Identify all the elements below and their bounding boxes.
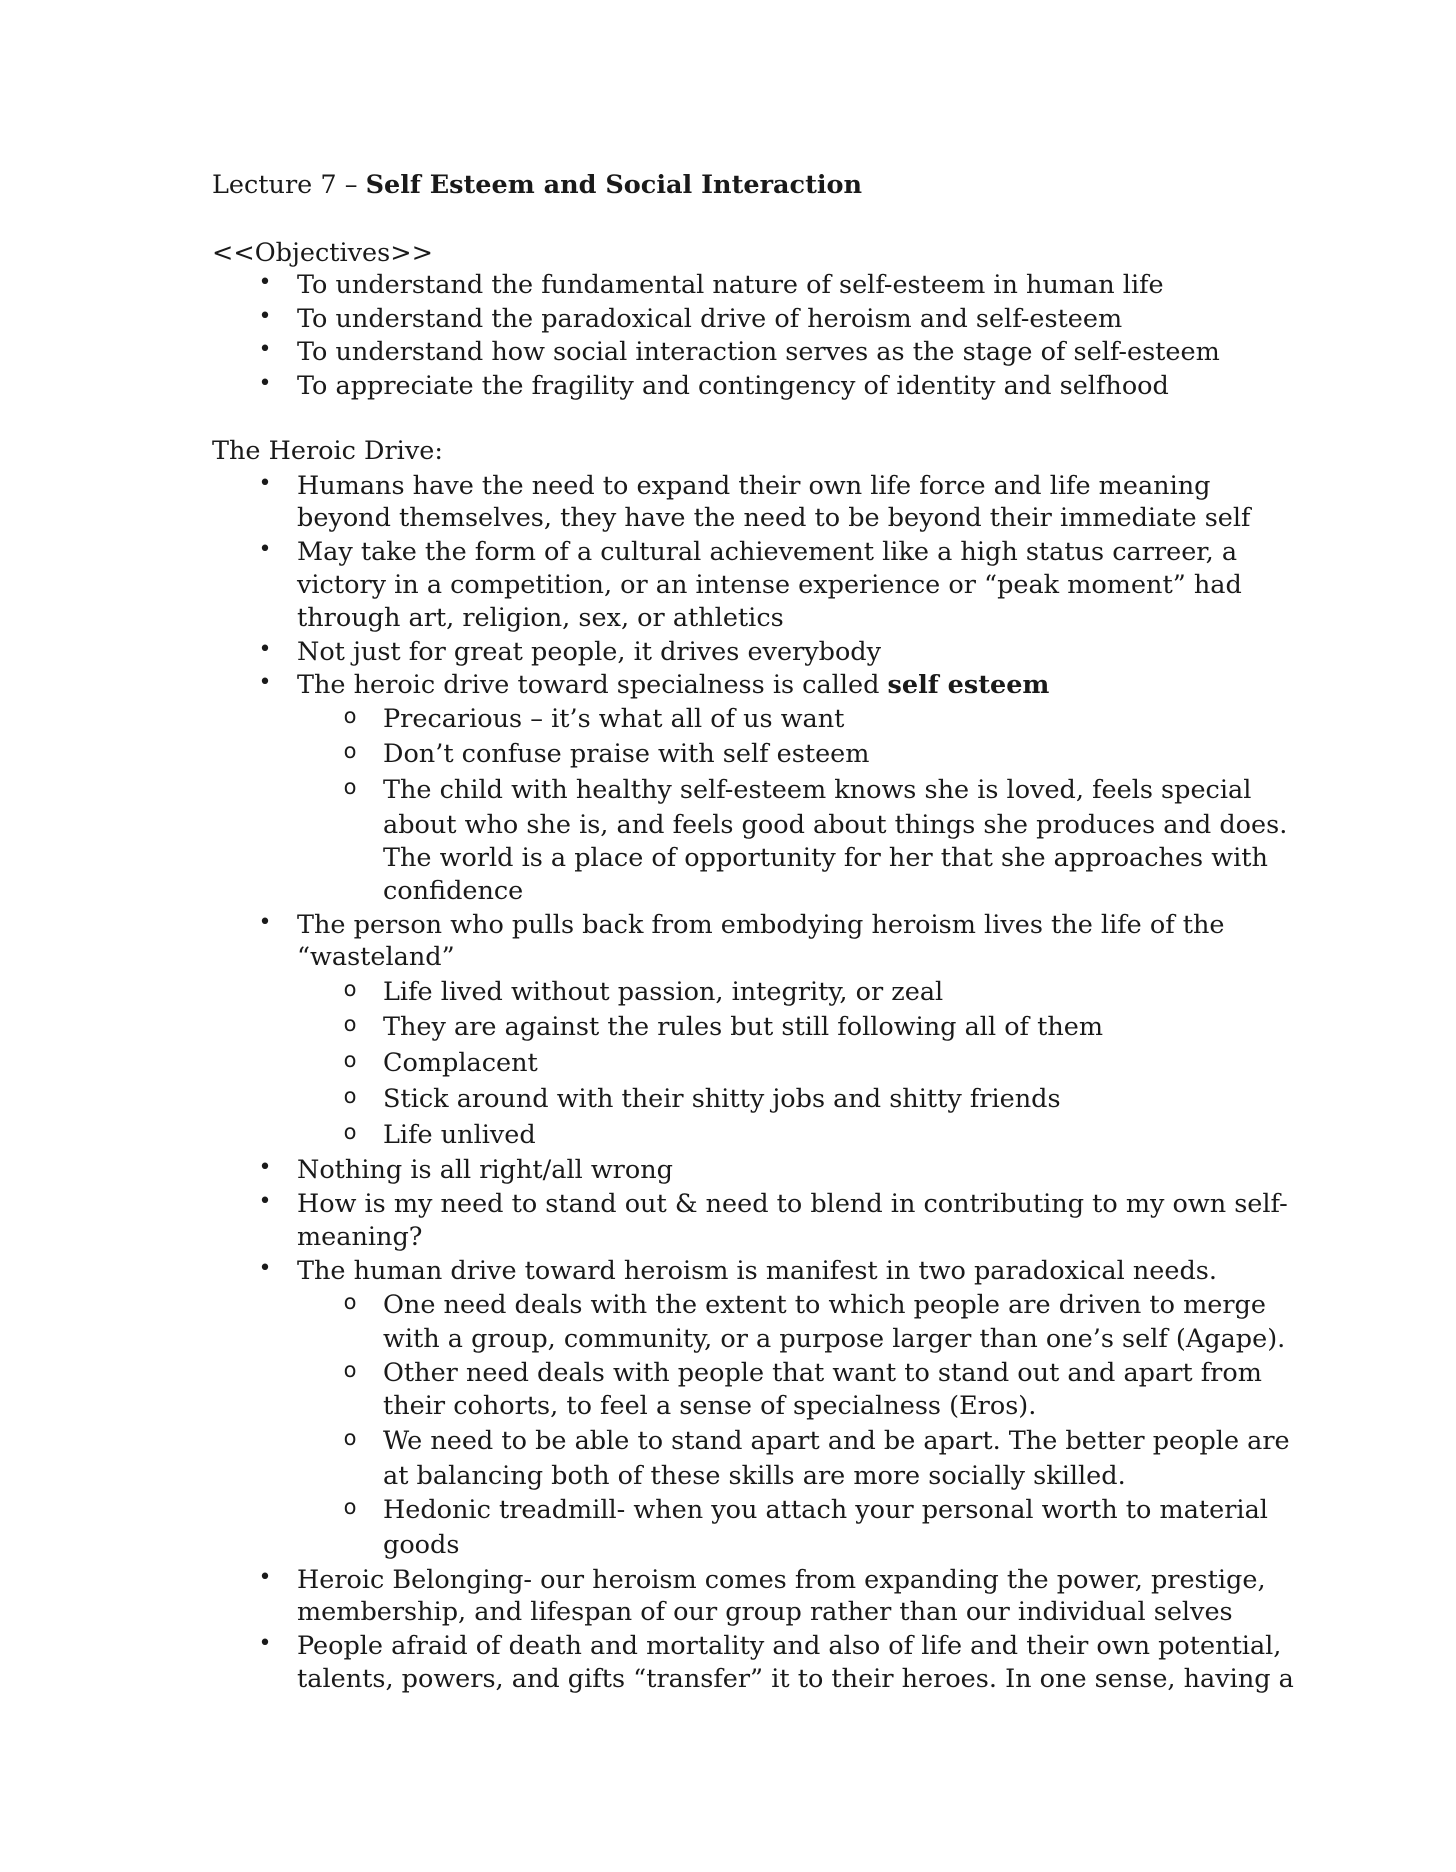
sub-bullet-text: confidence <box>383 876 524 906</box>
heroic-drive-heading: The Heroic Drive: <box>212 436 443 466</box>
sub-bullet-glyph: o <box>343 1120 357 1144</box>
sub-bullet-glyph: o <box>343 775 357 799</box>
sub-bullet-glyph: o <box>343 704 357 728</box>
sub-bullet-text: We need to be able to stand apart and be apart. The better people are <box>383 1426 1290 1456</box>
bullet-text: How is my need to stand out & need to blend in contributing to my own self- <box>297 1189 1288 1219</box>
bullet-glyph: • <box>258 1565 272 1590</box>
bullet-text: meaning? <box>297 1222 423 1252</box>
sub-bullet-text: They are against the rules but still following all of them <box>383 1012 1104 1042</box>
sub-bullet-text: The world is a place of opportunity for her that she approaches with <box>383 843 1268 873</box>
bullet-text: Heroic Belonging- our heroism comes from expanding the power, prestige, <box>297 1565 1266 1595</box>
sub-bullet-text: The child with healthy self-esteem knows she is loved, feels special <box>383 775 1252 805</box>
sub-bullet-text: Other need deals with people that want to stand out and apart from <box>383 1358 1262 1388</box>
bold-term: self esteem <box>887 670 1050 700</box>
sub-bullet-text: with a group, community, or a purpose larger than one’s self (Agape). <box>383 1324 1286 1354</box>
bullet-text: May take the form of a cultural achievement like a high status carreer, a <box>297 537 1238 567</box>
bullet-text: talents, powers, and gifts “transfer” it to their heroes. In one sense, having a <box>297 1664 1294 1694</box>
bullet-glyph: • <box>258 270 272 295</box>
sub-bullet-glyph: o <box>343 1426 357 1450</box>
title-prefix: Lecture 7 – <box>212 170 366 200</box>
bullet-text: The person who pulls back from embodying heroism lives the life of the <box>297 910 1225 940</box>
sub-bullet-glyph: o <box>343 1084 357 1108</box>
sub-bullet-glyph: o <box>343 1495 357 1519</box>
sub-bullet-text: goods <box>383 1530 460 1560</box>
bullet-text: Not just for great people, it drives everybody <box>297 637 882 667</box>
sub-bullet-text: Complacent <box>383 1048 538 1078</box>
bullet-text <box>297 670 1049 700</box>
bullet-glyph: • <box>258 1189 272 1214</box>
bullet-text: through art, religion, sex, or athletics <box>297 603 784 633</box>
bullet-glyph: • <box>258 910 272 935</box>
lecture-title <box>212 170 862 200</box>
title-bold: Self Esteem and Social Interaction <box>365 170 863 200</box>
objectives-heading: <<Objectives>> <box>212 238 433 268</box>
bullet-glyph: • <box>258 670 272 695</box>
sub-bullet-text: Precarious – it’s what all of us want <box>383 704 845 734</box>
sub-bullet-glyph: o <box>343 1012 357 1036</box>
sub-bullet-text: Life lived without passion, integrity, or zeal <box>383 977 944 1007</box>
sub-bullet-text: One need deals with the extent to which people are driven to merge <box>383 1290 1266 1320</box>
bullet-text: Nothing is all right/all wrong <box>297 1155 673 1185</box>
objective-item: To understand how social interaction serves as the stage of self-esteem <box>297 337 1220 367</box>
bullet-text: membership, and lifespan of our group rather than our individual selves <box>297 1597 1233 1627</box>
bullet-glyph: • <box>258 304 272 329</box>
bullet-text: “wasteland” <box>297 942 455 972</box>
sub-bullet-text: at balancing both of these skills are more socially skilled. <box>383 1461 1126 1491</box>
bullet-glyph: • <box>258 537 272 562</box>
bullet-glyph: • <box>258 1155 272 1180</box>
sub-bullet-text: Life unlived <box>383 1120 536 1150</box>
bullet-glyph: • <box>258 471 272 496</box>
bullet-text: victory in a competition, or an intense experience or “peak moment” had <box>297 570 1242 600</box>
bullet-glyph: • <box>258 371 272 396</box>
sub-bullet-glyph: o <box>343 1290 357 1314</box>
bullet-text: Humans have the need to expand their own life force and life meaning <box>297 471 1211 501</box>
bullet-glyph: • <box>258 1256 272 1281</box>
sub-bullet-glyph: o <box>343 1048 357 1072</box>
objective-item: To appreciate the fragility and contingency of identity and selfhood <box>297 371 1169 401</box>
objective-item: To understand the fundamental nature of self-esteem in human life <box>297 270 1164 300</box>
bullet-text-plain: The heroic drive toward specialness is called <box>297 670 888 700</box>
sub-bullet-text: about who she is, and feels good about things she produces and does. <box>383 810 1288 840</box>
bullet-glyph: • <box>258 337 272 362</box>
sub-bullet-text: Hedonic treadmill- when you attach your personal worth to material <box>383 1495 1268 1525</box>
sub-bullet-glyph: o <box>343 1358 357 1382</box>
bullet-text: People afraid of death and mortality and also of life and their own potential, <box>297 1631 1282 1661</box>
sub-bullet-glyph: o <box>343 739 357 763</box>
objective-item: To understand the paradoxical drive of heroism and self-esteem <box>297 304 1123 334</box>
bullet-text: The human drive toward heroism is manifest in two paradoxical needs. <box>297 1256 1217 1286</box>
sub-bullet-glyph: o <box>343 977 357 1001</box>
bullet-glyph: • <box>258 637 272 662</box>
sub-bullet-text: Don’t confuse praise with self esteem <box>383 739 870 769</box>
sub-bullet-text: their cohorts, to feel a sense of specialness (Eros). <box>383 1391 1037 1421</box>
bullet-text: beyond themselves, they have the need to be beyond their immediate self <box>297 503 1251 533</box>
sub-bullet-text: Stick around with their shitty jobs and shitty friends <box>383 1084 1061 1114</box>
bullet-glyph: • <box>258 1631 272 1656</box>
